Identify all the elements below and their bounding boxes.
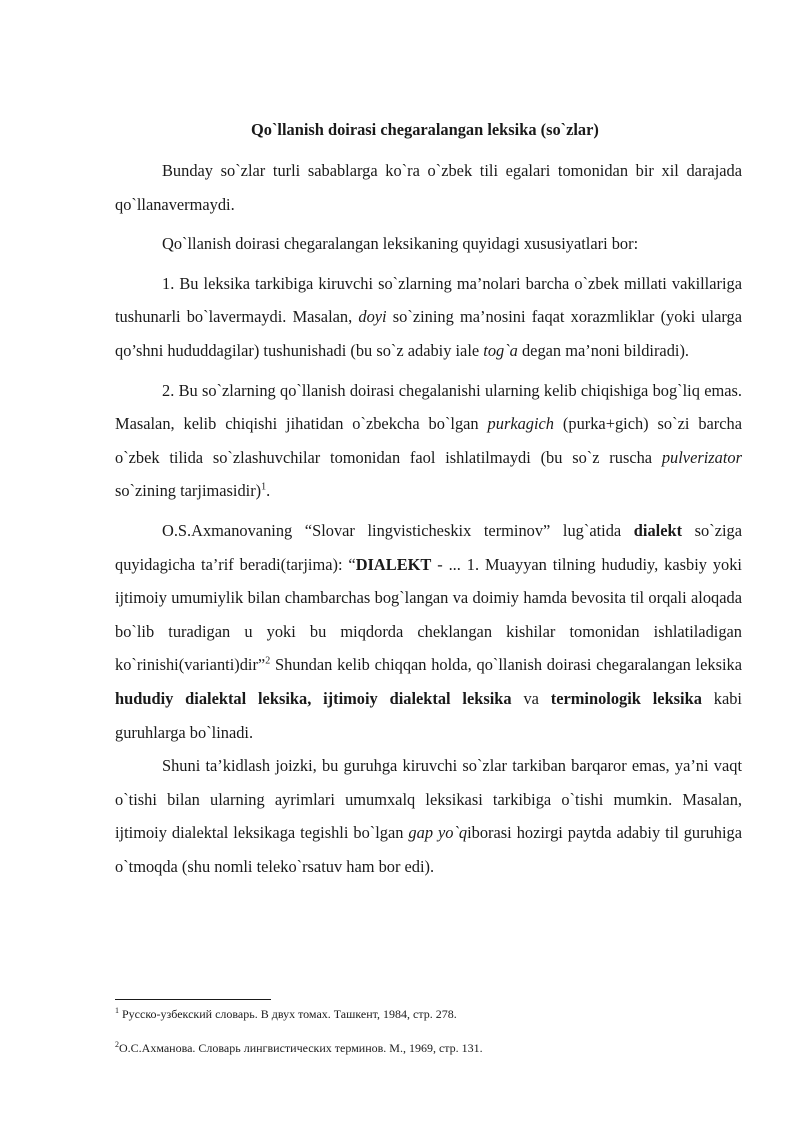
text-run: so`ziga quyidagicha ta’rif beradi(tarjima): “ — [115, 520, 742, 574]
text-run: Shuni ta’kidlash joizki, bu guruhga kiruvchi so`zlar tarkiban barqaror emas, ya’ni vaqt o`tishi bilan ularning ayrimlari umumxalq leksikasi tarkibiga o`tishi mumkin. Masalan, ijtimoiy dialektal leksikaga tegishli bo`lgan — [115, 756, 742, 843]
footnote-ref-1[interactable]: 1 — [261, 481, 267, 493]
paragraph-features-lead-text: Qo`llanish doirasi chegaralangan leksikaning quyidagi xususiyatlari bor: — [162, 234, 639, 254]
text-run: - ... 1. Muayyan tilning hududiy, kasbiy yoki ijtimoiy umumiylik bilan chambarchas bog`langan va doimiy hamda bevosita til orqali aloqada bo`lib turadigan u yoki bu miqdorda cheklangan kishilar tomonidan ishlatiladigan ko`rinishi(varianti)dir” — [115, 554, 742, 675]
bold-term-dialekt: dialekt — [633, 520, 683, 540]
text-run: . — [266, 481, 271, 501]
text-run: 1. Bu leksika tarkibiga kiruvchi so`zlarning ma’nolari barcha o`zbek millati vakillariga tushunarli bo`lavermaydi. Masalan, — [115, 273, 742, 327]
italic-term-purkagich: purkagich — [487, 414, 555, 434]
text-run: kabi guruhlarga bo`linadi. — [115, 688, 742, 742]
footnote-number: 1 — [115, 1006, 119, 1015]
footnote-text: Русско-узбекский словарь. В двух томах. Ташкент, 1984, стр. 278. — [119, 1007, 457, 1021]
footnotes-section — [115, 999, 742, 1056]
bold-term-dialectal-groups: hududiy dialektal leksika, ijtimoiy dialektal leksika — [115, 688, 512, 708]
bold-term-dialekt-caps: DIALEKT — [355, 554, 432, 574]
page-title: Qo`llanish doirasi chegaralangan leksika (so`zlar) — [251, 120, 599, 139]
text-run: iborasi hozirgi paytda adabiy til guruhiga o`tmoqda (shu nomli teleko`rsatuv ham bor edi). — [115, 823, 742, 876]
paragraph-features-lead — [115, 227, 742, 261]
footnote-2 — [115, 1040, 742, 1056]
text-run: degan ma’noni bildiradi). — [517, 340, 690, 360]
italic-term-doyi: doyi — [358, 307, 387, 327]
italic-term-toga: tog`a — [483, 340, 518, 360]
text-run: so`zining ma’nosini faqat xorazmliklar (yoki ularga qo’shni hududdagilar) tushunishadi (bu so`z adabiy iale — [115, 307, 742, 360]
footnote-text: О.С.Ахманова. Словарь лингвистических терминов. М., 1969, стр. 131. — [119, 1041, 483, 1055]
footnote-number: 2 — [115, 1040, 119, 1049]
bold-term-terminologik: terminologik leksika — [550, 688, 702, 708]
paragraph-dialekt-definition — [115, 514, 742, 749]
paragraph-intro — [115, 154, 742, 221]
document-body — [115, 117, 742, 883]
text-run: Shundan kelib chiqqan holda, qo`llanish doirasi chegaralangan leksika — [270, 655, 742, 675]
footnote-divider — [115, 999, 271, 1000]
text-run: so`zining tarjimasidir) — [115, 481, 262, 501]
footnote-ref-2[interactable]: 2 — [265, 655, 271, 667]
paragraph-conclusion — [115, 749, 742, 883]
italic-term-gap-yoq: gap yo`q — [408, 823, 468, 843]
paragraph-feature-2 — [115, 374, 742, 508]
text-run: va — [511, 688, 551, 708]
text-run: 2. Bu so`zlarning qo`llanish doirasi chegalanishi ularning kelib chiqishiga bog`liq emas. Masalan, kelib chiqishi jihatidan o`zbekcha bo`lgan — [115, 380, 742, 434]
footnote-1 — [115, 1006, 742, 1022]
paragraph-feature-1 — [115, 267, 742, 368]
text-run: O.S.Axmanovaning “Slovar lingvisticheskix terminov” lug`atida — [162, 520, 634, 540]
text-run: (purka+gich) so`zi barcha o`zbek tilida so`zlashuvchilar tomonidan faol ishlatilmaydi (bu so`z ruscha — [115, 414, 742, 467]
italic-term-pulverizator: pulverizator — [661, 447, 742, 467]
paragraph-intro-text: Bunday so`zlar turli sabablarga ko`ra o`zbek tili egalari tomonidan bir xil darajada qo`llanavermaydi. — [115, 161, 742, 214]
